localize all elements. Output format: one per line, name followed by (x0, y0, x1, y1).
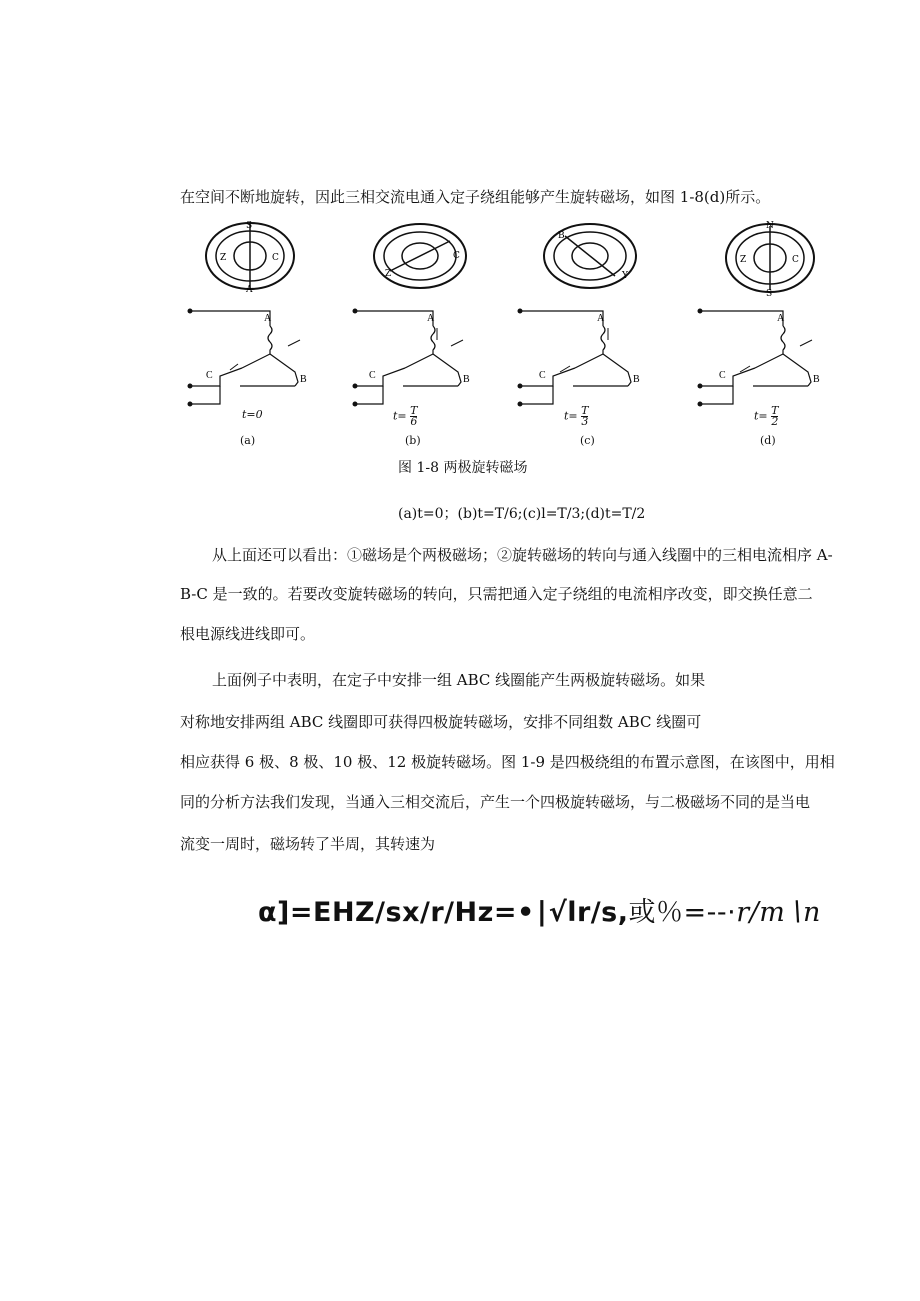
panel-time-prefix-d: t= (754, 409, 768, 423)
paragraph-3-line-5: 流变一周时，磁场转了半周，其转速为 (180, 835, 436, 853)
svg-text:S: S (246, 221, 253, 231)
paragraph-2-line-2: B-C 是一致的。若要改变旋转磁场的转向，只需把通入定子绕组的电流相序改变，即交换任意二 (180, 585, 813, 603)
svg-text:B: B (558, 231, 565, 241)
figure-caption: 图 1-8 两极旋转磁场 (398, 460, 528, 476)
svg-text:C: C (792, 255, 799, 265)
svg-text:A: A (597, 313, 605, 324)
intro-paragraph: 在空间不断地旋转，因此三相交流电通入定子绕组能够产生旋转磁场，如图 1-8(d)所示。 (180, 188, 771, 206)
figure-panel-d (690, 216, 830, 460)
svg-text:Z: Z (385, 269, 392, 279)
panel-time-den-b: 6 (410, 415, 418, 428)
svg-text:A: A (246, 285, 253, 295)
panel-label-b: (b) (405, 434, 421, 447)
figure-panel-b (345, 216, 485, 460)
svg-text:A: A (777, 313, 785, 324)
svg-text:B: B (633, 374, 640, 385)
panel-time-num-d: T (771, 404, 779, 417)
panel-time-den-c: 3 (581, 415, 589, 428)
panel-time-den-d: 2 (771, 415, 779, 428)
svg-text:A: A (427, 313, 435, 324)
figure-subcaption: (a)t=0；(b)t=T/6;(c)l=T/3;(d)t=T/2 (398, 506, 646, 522)
panel-label-a: (a) (240, 434, 256, 447)
paragraph-3-line-1: 上面例子中表明，在定子中安排一组 ABC 线圈能产生两极旋转磁场。如果 (212, 671, 706, 689)
panel-time-prefix-c: t= (564, 409, 578, 423)
paragraph-2-line-3: 根电源线进线即可。 (180, 625, 316, 643)
paragraph-3-line-3: 相应获得 6 极、8 极、10 极、12 极旋转磁场。图 1-9 是四极绕组的布置示意图，在该图中，用相 (180, 753, 835, 771)
figure-panel-c (510, 216, 650, 460)
panel-time-a: t=0 (242, 408, 263, 421)
svg-text:C: C (369, 370, 376, 381)
svg-text:C: C (719, 370, 726, 381)
formula-part-2: 或％=--· (628, 897, 737, 928)
paragraph-3-line-2: 对称地安排两组 ABC 线圈即可获得四极旋转磁场，安排不同组数 ABC 线圈可 (180, 713, 702, 731)
motor-diagram-a (180, 216, 320, 460)
speed-formula (258, 890, 821, 929)
svg-text:Y: Y (622, 271, 628, 281)
svg-text:N: N (766, 221, 774, 231)
svg-text:Z: Z (220, 253, 227, 263)
svg-text:C: C (453, 251, 460, 261)
svg-text:C: C (272, 253, 279, 263)
svg-text:C: C (206, 370, 213, 381)
panel-time-c (564, 406, 588, 427)
paragraph-3-line-4: 同的分析方法我们发现，当通入三相交流后，产生一个四极旋转磁场，与二极磁场不同的是当电 (180, 793, 811, 811)
panel-time-d (754, 406, 778, 427)
svg-text:B: B (813, 374, 820, 385)
svg-text:C: C (539, 370, 546, 381)
formula-part-1: α]=EHZ/sx/r/Hz=•∣√lr/s, (258, 897, 629, 928)
figure-panel-a (180, 216, 320, 460)
svg-text:B: B (300, 374, 307, 385)
panel-label-d: (d) (760, 434, 776, 447)
svg-text:S: S (766, 289, 773, 299)
paragraph-2-line-1: 从上面还可以看出：①磁场是个两极磁场；②旋转磁场的转向与通入线圈中的三相电流相序 A- (212, 546, 833, 564)
svg-text:A: A (264, 313, 272, 324)
svg-text:B: B (463, 374, 470, 385)
panel-time-b (393, 406, 417, 427)
panel-time-num-b: T (410, 404, 418, 417)
panel-label-c: (c) (580, 434, 595, 447)
formula-part-3: r/m∖n (736, 897, 821, 928)
svg-text:Z: Z (740, 255, 747, 265)
panel-time-prefix-b: t= (393, 409, 407, 423)
panel-time-num-c: T (581, 404, 589, 417)
